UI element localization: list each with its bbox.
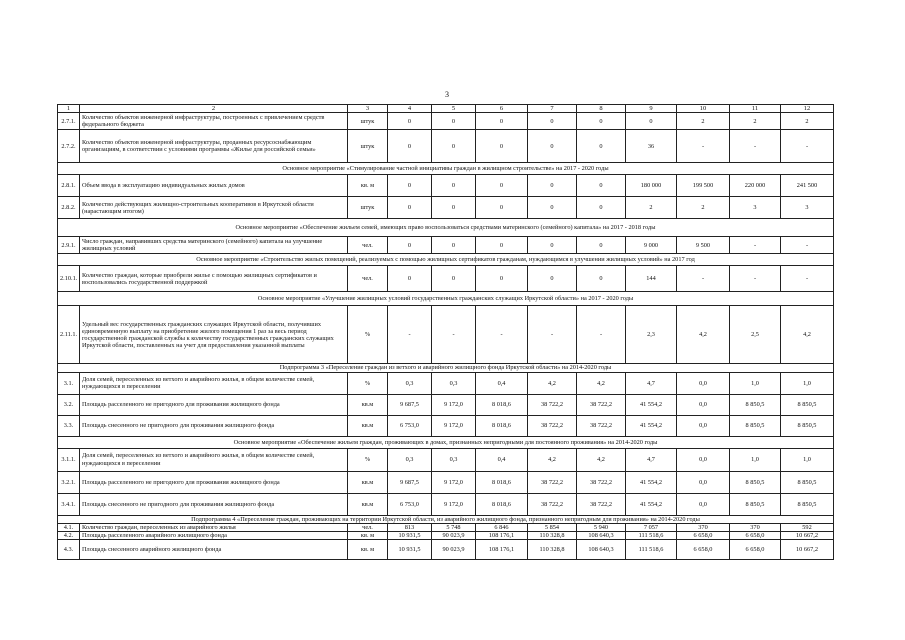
value-cell: 1,0 [730, 448, 781, 471]
indicator-name: Количество объектов инженерной инфраструктуры, проданных ресурсоснабжающим организациям, в соответствии с условиями программы «Жилье для российской семьи» [80, 130, 348, 163]
value-cell: 0 [432, 113, 476, 130]
value-cell: 90 023,9 [432, 532, 476, 540]
value-cell: 41 554,2 [626, 394, 677, 415]
row-number: 2.8.2. [58, 197, 80, 219]
row-number: 4.2. [58, 532, 80, 540]
column-number: 11 [730, 105, 781, 113]
table-row [58, 415, 834, 436]
column-number: 5 [432, 105, 476, 113]
row-number: 2.10.1. [58, 266, 80, 292]
value-cell: - [730, 266, 781, 292]
value-cell: 1,0 [730, 372, 781, 394]
indicator-name: Площадь расселенного аварийного жилищного фонда [80, 532, 348, 540]
unit: кв.м [348, 493, 388, 515]
value-cell: 41 554,2 [626, 415, 677, 436]
indicator-name: Количество объектов инженерной инфраструктуры, построенных с привлечением средств федерального бюджета [80, 113, 348, 130]
value-cell: 370 [730, 523, 781, 531]
unit: чел. [348, 237, 388, 254]
unit: штук [348, 113, 388, 130]
unit: кв.м [348, 394, 388, 415]
row-number: 3.2. [58, 394, 80, 415]
indicator-name: Площадь снесенного аварийного жилищного фонда [80, 540, 348, 560]
section-heading-row [58, 292, 834, 306]
value-cell: 0 [577, 266, 626, 292]
value-cell: 0 [388, 175, 432, 197]
value-cell: 9 172,0 [432, 394, 476, 415]
indicator-name: Удельный вес государственных гражданских служащих Иркутской области, получивших единовременную выплату на приобретение жилого помещения 1 раз за весь период государственной гражданской службы к количеству государственных гражданских служащих Иркутской области, поставленных на учет для предоставления указанной выплаты [80, 306, 348, 364]
value-cell: 6 846 [476, 523, 528, 531]
value-cell: 0,0 [677, 415, 730, 436]
table-row [58, 448, 834, 471]
value-cell: 38 722,2 [577, 493, 626, 515]
indicator-name: Площадь снесенного не пригодного для проживания жилищного фонда [80, 493, 348, 515]
value-cell: 6 753,0 [388, 415, 432, 436]
row-number: 3.4.1. [58, 493, 80, 515]
value-cell: - [781, 237, 834, 254]
value-cell: 9 172,0 [432, 471, 476, 493]
value-cell: 38 722,2 [528, 471, 577, 493]
indicator-name: Площадь расселенного не пригодного для проживания жилищного фонда [80, 394, 348, 415]
column-number: 7 [528, 105, 577, 113]
value-cell: 0 [528, 113, 577, 130]
value-cell: 0 [577, 130, 626, 163]
value-cell: 8 018,6 [476, 493, 528, 515]
value-cell: 6 658,0 [730, 540, 781, 560]
value-cell: 144 [626, 266, 677, 292]
value-cell: 0,0 [677, 394, 730, 415]
section-heading-row [58, 436, 834, 448]
value-cell: 0 [432, 130, 476, 163]
value-cell: 5 940 [577, 523, 626, 531]
value-cell: 8 018,6 [476, 415, 528, 436]
value-cell: 0 [528, 237, 577, 254]
value-cell: 0 [528, 197, 577, 219]
table-row [58, 471, 834, 493]
value-cell: - [677, 266, 730, 292]
value-cell: 7 057 [626, 523, 677, 531]
column-number: 6 [476, 105, 528, 113]
value-cell: 10 931,5 [388, 532, 432, 540]
value-cell: 0 [432, 237, 476, 254]
value-cell: 9 172,0 [432, 493, 476, 515]
value-cell: 0 [388, 130, 432, 163]
column-number: 12 [781, 105, 834, 113]
unit: % [348, 306, 388, 364]
value-cell: 4,7 [626, 448, 677, 471]
table-row [58, 237, 834, 254]
value-cell: 0 [577, 113, 626, 130]
row-number: 2.11.1. [58, 306, 80, 364]
row-number: 3.3. [58, 415, 80, 436]
value-cell: 2 [677, 197, 730, 219]
row-number: 4.3. [58, 540, 80, 560]
value-cell: 6 753,0 [388, 493, 432, 515]
value-cell: 8 850,5 [730, 415, 781, 436]
section-heading: Основное мероприятие «Улучшение жилищных условий государственных гражданских служащих Иркутской области» на 2017 - 2020 годы [58, 292, 834, 306]
value-cell: 4,2 [677, 306, 730, 364]
table-row [58, 493, 834, 515]
value-cell: 9 687,5 [388, 471, 432, 493]
value-cell: 0,3 [388, 372, 432, 394]
value-cell: 0 [476, 197, 528, 219]
value-cell: 1,0 [781, 372, 834, 394]
row-number: 3.2.1. [58, 471, 80, 493]
value-cell: 9 500 [677, 237, 730, 254]
table-row [58, 540, 834, 560]
value-cell: 111 518,6 [626, 540, 677, 560]
value-cell: 0 [476, 266, 528, 292]
unit: штук [348, 130, 388, 163]
table-row [58, 130, 834, 163]
indicator-name: Количество граждан, которые приобрели жилье с помощью жилищных сертификатов и воспользовались государственной поддержкой [80, 266, 348, 292]
unit: кв. м [348, 532, 388, 540]
section-heading: Основное мероприятие «Обеспечение жильем семей, имеющих право воспользоваться средствами материнского (семейного) капитала» на 2017 - 2018 годы [58, 219, 834, 237]
column-number: 10 [677, 105, 730, 113]
value-cell: - [781, 130, 834, 163]
value-cell: 4,2 [781, 306, 834, 364]
table-row [58, 175, 834, 197]
value-cell: 0 [577, 237, 626, 254]
value-cell: 38 722,2 [577, 471, 626, 493]
value-cell: 38 722,2 [528, 394, 577, 415]
value-cell: 90 023,9 [432, 540, 476, 560]
value-cell: 4,2 [577, 448, 626, 471]
indicator-name: Объем ввода в эксплуатацию индивидуальных жилых домов [80, 175, 348, 197]
section-heading-row [58, 515, 834, 523]
table-row [58, 197, 834, 219]
row-number: 2.9.1. [58, 237, 80, 254]
unit: кв.м [348, 471, 388, 493]
section-heading: Подпрограмма 4 «Переселение граждан, проживающих на территории Иркутской области, из аварийного жилищного фонда, признанного непригодным для проживания» на 2014-2020 годы [58, 515, 834, 523]
value-cell: 370 [677, 523, 730, 531]
row-number: 2.8.1. [58, 175, 80, 197]
value-cell: - [677, 130, 730, 163]
unit: чел. [348, 523, 388, 531]
row-number: 2.7.2. [58, 130, 80, 163]
value-cell: - [577, 306, 626, 364]
value-cell: 108 176,1 [476, 540, 528, 560]
column-number: 9 [626, 105, 677, 113]
value-cell: 241 500 [781, 175, 834, 197]
value-cell: 4,2 [528, 448, 577, 471]
value-cell: - [781, 266, 834, 292]
column-number: 3 [348, 105, 388, 113]
value-cell: 38 722,2 [528, 415, 577, 436]
section-heading-row [58, 364, 834, 372]
value-cell: 38 722,2 [577, 415, 626, 436]
indicator-name: Площадь расселенного не пригодного для проживания жилищного фонда [80, 471, 348, 493]
value-cell: 0 [528, 175, 577, 197]
value-cell: 108 176,1 [476, 532, 528, 540]
value-cell: 180 000 [626, 175, 677, 197]
section-heading: Основное мероприятие «Стимулирование частной инициативы граждан в жилищном строительстве» на 2017 - 2020 годы [58, 163, 834, 175]
value-cell: 10 667,2 [781, 532, 834, 540]
unit: % [348, 448, 388, 471]
unit: чел. [348, 266, 388, 292]
section-heading: Подпрограмма 3 «Переселение граждан из ветхого и аварийного жилищного фонда Иркутской области» на 2014-2020 годы [58, 364, 834, 372]
value-cell: 8 850,5 [730, 471, 781, 493]
table-row [58, 266, 834, 292]
value-cell: 2,3 [626, 306, 677, 364]
unit: кв. м [348, 175, 388, 197]
value-cell: - [432, 306, 476, 364]
value-cell: - [528, 306, 577, 364]
value-cell: 8 850,5 [730, 394, 781, 415]
value-cell: 0 [432, 266, 476, 292]
value-cell: 0,3 [432, 448, 476, 471]
section-heading-row [58, 254, 834, 266]
value-cell: 38 722,2 [577, 394, 626, 415]
table-row [58, 523, 834, 531]
value-cell: 6 658,0 [677, 540, 730, 560]
value-cell: - [730, 237, 781, 254]
unit: кв. м [348, 540, 388, 560]
unit: кв.м [348, 415, 388, 436]
value-cell: 4,2 [577, 372, 626, 394]
value-cell: 0 [432, 175, 476, 197]
value-cell: 108 640,3 [577, 540, 626, 560]
unit: штук [348, 197, 388, 219]
value-cell: 0,3 [388, 448, 432, 471]
value-cell: 220 000 [730, 175, 781, 197]
value-cell: 0,4 [476, 372, 528, 394]
value-cell: 0,0 [677, 372, 730, 394]
value-cell: 0,0 [677, 471, 730, 493]
row-number: 2.7.1. [58, 113, 80, 130]
column-number: 2 [80, 105, 348, 113]
value-cell: 9 000 [626, 237, 677, 254]
value-cell: 5 854 [528, 523, 577, 531]
value-cell: 0 [476, 113, 528, 130]
value-cell: 0,0 [677, 448, 730, 471]
column-number: 1 [58, 105, 80, 113]
value-cell: 8 850,5 [730, 493, 781, 515]
value-cell: 0 [577, 175, 626, 197]
value-cell: 0,3 [432, 372, 476, 394]
indicator-name: Число граждан, направивших средства материнского (семейного) капитала на улучшение жилищных условий [80, 237, 348, 254]
table-row [58, 306, 834, 364]
section-heading-row [58, 163, 834, 175]
value-cell: 5 748 [432, 523, 476, 531]
table-row [58, 532, 834, 540]
value-cell: 8 850,5 [781, 394, 834, 415]
page-number: 3 [445, 90, 449, 99]
value-cell: 0 [432, 197, 476, 219]
value-cell: 38 722,2 [528, 493, 577, 515]
section-heading: Основное мероприятие «Обеспечение жильем граждан, проживающих в домах, признанных непригодными для постоянного проживания» на 2014-2020 годы [58, 436, 834, 448]
value-cell: 4,2 [528, 372, 577, 394]
indicator-name: Доля семей, переселенных из ветхого и аварийного жилья, в общем количестве семей, нуждающихся в переселении [80, 448, 348, 471]
value-cell: 0 [528, 266, 577, 292]
indicator-name: Площадь снесенного не пригодного для проживания жилищного фонда [80, 415, 348, 436]
value-cell: 0 [388, 113, 432, 130]
value-cell: 9 687,5 [388, 394, 432, 415]
value-cell: 9 172,0 [432, 415, 476, 436]
value-cell: 3 [781, 197, 834, 219]
value-cell: 3 [730, 197, 781, 219]
section-heading: Основное мероприятие «Строительство жилых помещений, реализуемых с помощью жилищных сертификатов гражданам, нуждающимся в улучшении жилищных условий» на 2017 год [58, 254, 834, 266]
row-number: 4.1. [58, 523, 80, 531]
table-row [58, 113, 834, 130]
value-cell: 0 [476, 130, 528, 163]
value-cell: 2 [730, 113, 781, 130]
value-cell: - [730, 130, 781, 163]
value-cell: 0 [577, 197, 626, 219]
value-cell: 2 [677, 113, 730, 130]
value-cell: 199 500 [677, 175, 730, 197]
value-cell: 10 667,2 [781, 540, 834, 560]
value-cell: 0 [476, 237, 528, 254]
value-cell: 8 018,6 [476, 394, 528, 415]
row-number: 3.1. [58, 372, 80, 394]
indicator-name: Количество граждан, переселенных из аварийного жилья [80, 523, 348, 531]
section-heading-row [58, 219, 834, 237]
value-cell: 41 554,2 [626, 493, 677, 515]
value-cell: 111 518,6 [626, 532, 677, 540]
value-cell: 6 658,0 [730, 532, 781, 540]
value-cell: 0 [626, 113, 677, 130]
value-cell: 0 [388, 197, 432, 219]
column-number: 8 [577, 105, 626, 113]
value-cell: 0,4 [476, 448, 528, 471]
indicators-table [57, 104, 834, 560]
value-cell: 2 [781, 113, 834, 130]
value-cell: 2 [626, 197, 677, 219]
value-cell: 4,7 [626, 372, 677, 394]
value-cell: 110 328,8 [528, 532, 577, 540]
value-cell: 8 850,5 [781, 493, 834, 515]
row-number: 3.1.1. [58, 448, 80, 471]
value-cell: 0 [388, 266, 432, 292]
value-cell: 592 [781, 523, 834, 531]
indicator-name: Количество действующих жилищно-строительных кооперативов в Иркутской области (нарастающим итогом) [80, 197, 348, 219]
value-cell: 6 658,0 [677, 532, 730, 540]
value-cell: 8 850,5 [781, 471, 834, 493]
table-row [58, 372, 834, 394]
indicator-name: Доля семей, переселенных из ветхого и аварийного жилья, в общем количестве семей, нуждающихся в переселении [80, 372, 348, 394]
value-cell: 8 850,5 [781, 415, 834, 436]
value-cell: 108 640,3 [577, 532, 626, 540]
value-cell: 0,0 [677, 493, 730, 515]
value-cell: 0 [388, 237, 432, 254]
value-cell: - [476, 306, 528, 364]
value-cell: 41 554,2 [626, 471, 677, 493]
column-number: 4 [388, 105, 432, 113]
unit: % [348, 372, 388, 394]
value-cell: - [388, 306, 432, 364]
value-cell: 2,5 [730, 306, 781, 364]
value-cell: 110 328,8 [528, 540, 577, 560]
table-row [58, 394, 834, 415]
value-cell: 813 [388, 523, 432, 531]
value-cell: 8 018,6 [476, 471, 528, 493]
value-cell: 0 [476, 175, 528, 197]
value-cell: 36 [626, 130, 677, 163]
value-cell: 1,0 [781, 448, 834, 471]
value-cell: 10 931,5 [388, 540, 432, 560]
header-row [58, 105, 834, 113]
value-cell: 0 [528, 130, 577, 163]
